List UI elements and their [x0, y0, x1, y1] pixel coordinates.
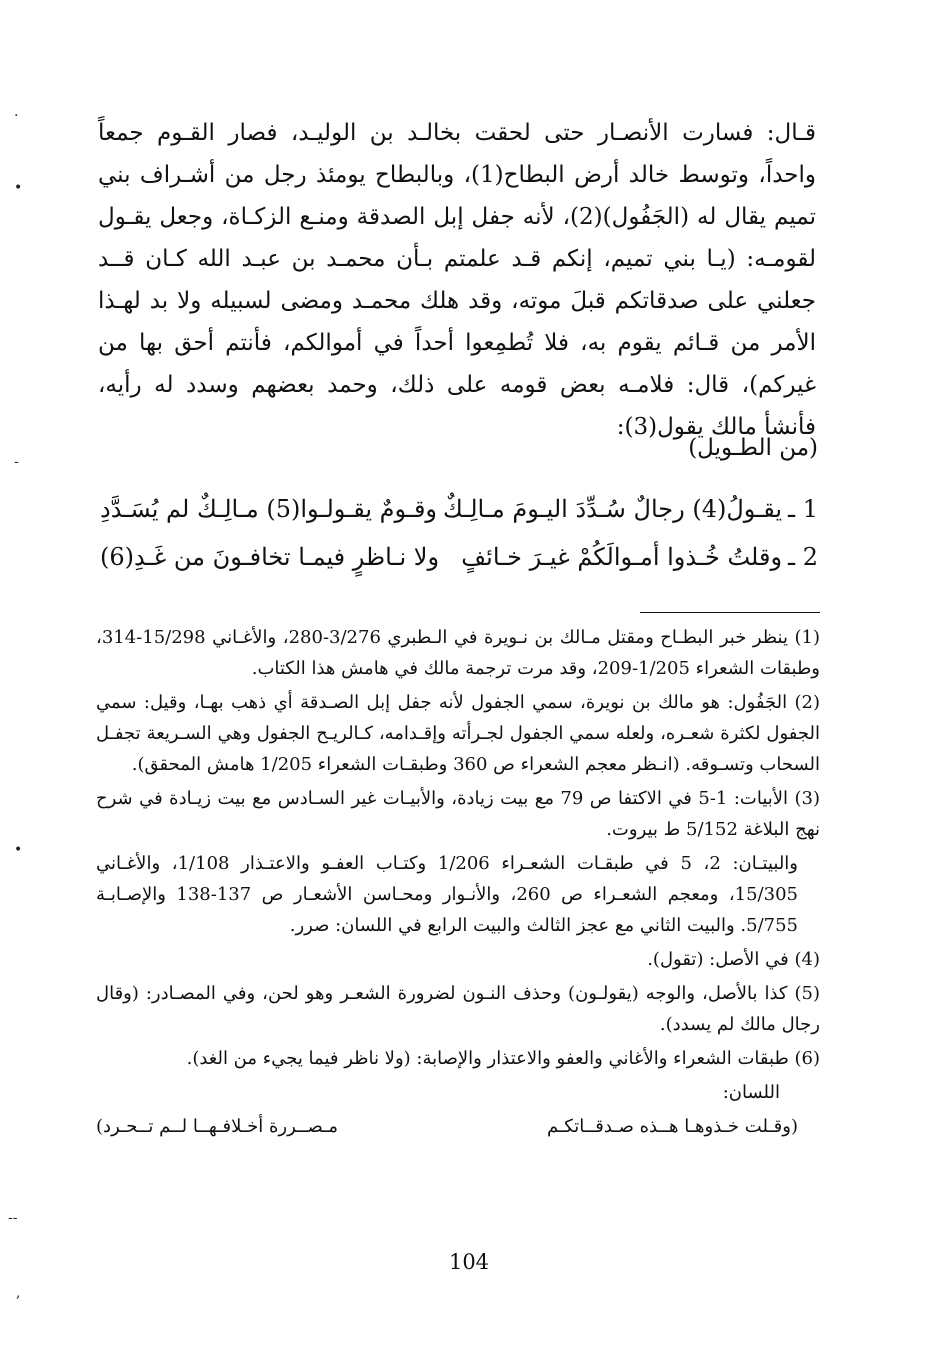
main-paragraph-text: قـال: فسارت الأنصـار حتى لحقت بخالـد بن الوليـد، فصار القـوم جمعاً واحداً، وتوسط خالد أرض البطاح(1)، وبالبطاح يومئذ رجل من أشـراف بني تميم يقال له (الجَفُول)(2)، لأنه جفل إبل الصدقة ومنـع الزكـاة، وجعل يقـول لقومـه: (يـا بني تميم، إنكم قـد علمتم بـأن محمـد بن عبـد الله كـان قــد جعلني على صدقاتكم قبلَ موته، وقد هلك محمـد ومضى لسبيله ولا بد لهـذا الأمر من قـائم يقوم به، فلا تُطمِعوا أحداً في أموالكم، فأنتم أحق بها من غيركم)، قال: فلامـه بعض قومه على ذلك، وحمد بعضهم وسدد له رأيه، فأنشأ مالك يقول(3):	[98, 120, 816, 440]
verse-1-first-hemistich	[443, 485, 818, 533]
margin-mark: .	[14, 104, 19, 120]
margin-mark: •	[14, 842, 23, 858]
page-number: 104	[448, 1250, 490, 1274]
footnote-verse-second: مـصــررة أخـلافـهــا لــم تــحـرد)	[96, 1116, 339, 1137]
footnote-verse-first: (وقـلت خـذوهـا هــذه صـدقــاتكـم	[547, 1116, 798, 1137]
footnote-3-continued: والبيتـان: 2، 5 في طبقـات الشعـراء 1/206 وكتـاب العفـو والاعتـذار 1/108، والأغـاني 15/305، ومعجم الشعـراء ص 260، والأنـوار ومحـاسن الأشعـار ص 137-138 والإصـابـة 5/755. والبيت الثاني مع عجز الثالث والبيت الرابع في اللسان: صرر.	[96, 853, 798, 936]
verse-2	[100, 533, 818, 581]
verse-text: يقـولُ(4) رجالٌ سُـدِّدَ اليـومَ مـالِـكٌ	[442, 495, 783, 523]
verse-1-second-hemistich: وقـومٌ يقـولـوا(5) مـالِـكٌ لم يُسَـدَّدِ	[100, 495, 438, 523]
verse-2-first-hemistich	[461, 533, 818, 581]
margin-mark: --	[8, 1210, 18, 1226]
poem-verses	[100, 485, 818, 581]
verse-number: 2 ـ	[788, 543, 818, 571]
footnote-4: (4) في الأصل: (تقول).	[647, 949, 820, 970]
footnote-divider	[640, 612, 820, 613]
margin-mark: •	[14, 180, 23, 196]
poem-meter-label: (من الطـويل)	[688, 435, 818, 461]
margin-mark: -	[14, 454, 19, 470]
footnote-6: (6) طبقات الشعراء والأغاني والعفو والاعتذار والإصابة: (ولا ناظر فيما يجيء من الغد).	[186, 1048, 820, 1069]
footnote-3: (3) الأبيات: 1-5 في الاكتفا ص 79 مع بيت زيادة، والأبيـات غير السـادس مع بيت زيـادة في شرح نهج البلاغة 5/152 ط بيروت.	[96, 788, 820, 840]
footnote-5: (5) كذا بالأصل، والوجه (يقولـون) وحذف النـون لضرورة الشعـر وهو لحن، وفي المصـادر: (وقال رجال مالك لم يسدد).	[96, 983, 820, 1035]
verse-2-second-hemistich: ولا نـاظرٍ فيمـا تخافـونَ من غَـدِ(6)	[100, 543, 440, 571]
footnotes	[96, 622, 820, 1145]
verse-1	[100, 485, 818, 533]
footnote-verse	[96, 1111, 820, 1142]
verse-text: وقلتُ خُـذوا أمـوالَكُمْ غيـرَ خـائفٍ	[461, 543, 783, 571]
main-paragraph	[98, 112, 816, 448]
footnote-6-lisan-label: اللسان:	[722, 1082, 780, 1103]
margin-mark: ,	[16, 1285, 21, 1301]
verse-number: 1 ـ	[788, 495, 818, 523]
footnote-2: (2) الجَفُول: هو مالك بن نويرة، سمي الجفول لأنه جفل إبل الصـدقة أي ذهب بهـا، وقيل: سمي الجفول لكثرة شعـره، ولعله سمي الجفول لجـرأته وإقـدامه، كـالريـح الجفول وهي السـريعة تجفـل السحاب وتسـوقه. (انـظر معجم الشعراء ص 360 وطبقـات الشعراء 1/205 هامش المحقق).	[96, 692, 820, 775]
footnote-1: (1) ينظر خبر البطـاح ومقتل مـالك بن نـويرة في الـطبري 3/276-280، والأغـاني 15/298-314، وطبقات الشعراء 1/205-209، وقد مرت ترجمة مالك في هامش هذا الكتاب.	[96, 627, 821, 679]
